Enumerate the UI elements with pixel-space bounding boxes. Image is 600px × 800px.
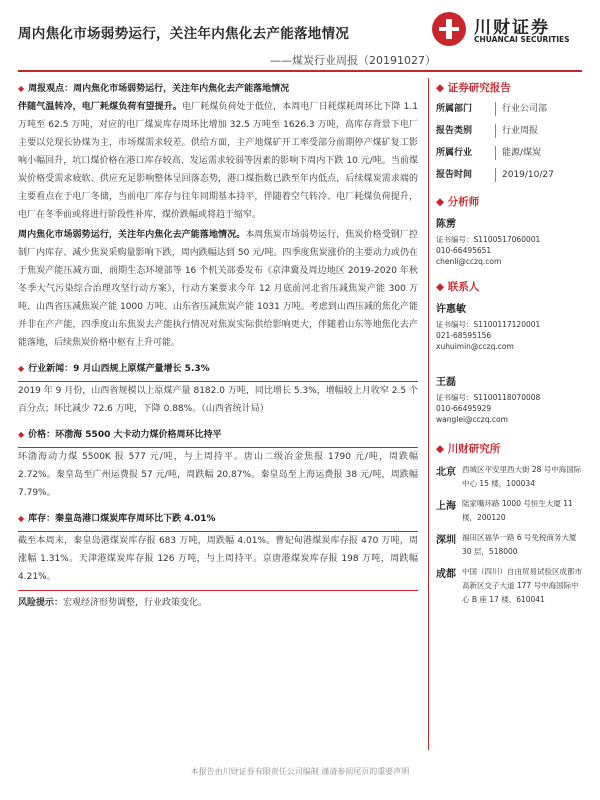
contact-email[interactable]: wanglei@cczq.com xyxy=(436,415,508,424)
contact-name: 许惠敏 xyxy=(436,304,466,315)
contact-phone: 021-68595156 xyxy=(436,331,492,340)
office-address: 深圳 福田区福华一路 6 号免税商务大厦 30 层，518000 xyxy=(436,533,577,556)
price-paragraph: 环渤海动力煤 5500K 报 577 元/吨，与上周持平。唐山二级冶金焦报 1790 元/吨，周跌幅 2.72%。秦皇岛至广州运费报 57 元/吨，周跌幅 20.87%。秦皇岛至上海运费报 38 元/吨，周跌幅 7.79%。 xyxy=(18,452,418,498)
p1-body: 电厂耗煤负荷处于低位，本周电厂日耗煤耗周环比下降 1.1 万吨至 62.5 万吨，对应的电厂煤炭库存周环比增加 32.5 万吨至 1626.3 万吨，高库存背景下电厂主要以兑现长协煤为主，市场煤需求较差。供给方面，主产地煤矿开工率受部分前期停产煤矿复工影响小幅回升，坑口煤价格在港口库存较高、发运需求较弱等因素的影响下周内下跌 10 元/吨。当前煤炭价格受需求疲软、供应充足影响整体呈回落态势，港口煤指数已跌至年内低点，后续煤炭需求端的主要看点在于电厂冬储，当前电厂库存与往年同期基本持平，伴随着空气转冷、电厂耗煤负荷提升，电厂在冬季前或将进行阶段性补库，煤价跌幅或将趋于缩窄。 xyxy=(18,102,418,220)
analyst-heading: ◆ 分析师 xyxy=(436,196,480,208)
diamond-bullet-icon: ◆ xyxy=(18,430,25,439)
office-address: 北京 西城区平安里西大街 28 号中海国际中心 15 楼，100034 xyxy=(436,465,582,488)
analyst-name: 陈雳 xyxy=(436,219,456,230)
diamond-bullet-icon: ◆ xyxy=(436,196,448,208)
diamond-bullet-icon: ◆ xyxy=(436,82,448,94)
logo-brand-en: CHUANCAI SECURITIES xyxy=(474,35,570,44)
header-divider xyxy=(18,70,582,72)
sidebar xyxy=(436,80,586,607)
report-subtitle: ——煤炭行业周报（20191027） xyxy=(270,54,436,67)
office-address: 上海 陆家嘴环路 1000 号恒生大厦 11 楼，200120 xyxy=(436,499,573,522)
price-heading: ◆ 价格：环渤海 5500 大卡动力煤价格周环比持平 xyxy=(18,426,418,448)
diamond-bullet-icon: ◆ xyxy=(18,84,25,93)
logo-mark-icon xyxy=(432,12,466,46)
info-row: 报告时间 2019/10/27 xyxy=(436,170,554,180)
contact-cert: 证书编号：S1100117120001 xyxy=(436,320,541,329)
p2-body: 本周焦炭市场弱势运行，焦炭价格受钢厂控制厂内库存、减少焦炭采购量影响下跌，周内跌幅达到 50 元/吨。四季度焦炭涨价的主要动力或仍在于焦炭产能压减方面，前期生态环境部等 16 个机关部委发布《京津冀及周边地区 2019-2020 年秋冬季大气污染综合治理攻坚行动方案》，行动方案要求今年 12 月底前河北省压减焦炭产能 300 万吨、山西省压减焦炭产能 1000 万吨、山东省压减焦炭产能 1031 万吨。考虑到山西压减的焦化产能并非在产产能，四季度山东焦炭去产能执行情况对焦炭实际供给影响更大，伴随着山东等地焦化去产能落地，后续焦炭价格中枢有上升可能。 xyxy=(18,230,418,348)
risk-notice xyxy=(18,590,418,612)
contact-heading: ◆ 联系人 xyxy=(436,281,480,293)
contact-cert: 证书编号：S1100118070008 xyxy=(436,393,541,402)
analyst-phone: 010-66495651 xyxy=(436,246,492,255)
diamond-bullet-icon: ◆ xyxy=(436,443,448,455)
viewpoint-heading: ◆ 周报观点：周内焦化市场弱势运行，关注年内焦化去产能落地情况 xyxy=(18,84,290,94)
research-heading: ◆ 证券研究报告 xyxy=(436,82,511,94)
viewpoint-paragraph-1 xyxy=(18,98,418,224)
contact-name: 王磊 xyxy=(436,377,456,388)
main-column xyxy=(18,80,418,612)
info-row: 所属行业 能源/煤炭 xyxy=(436,148,542,158)
diamond-bullet-icon: ◆ xyxy=(436,281,448,293)
diamond-bullet-icon: ◆ xyxy=(18,364,25,373)
office-address: 成都 中国（四川）自由贸易试验区成都市高新区交子大道 177 号中海国际中心 B 座 17 楼，610041 xyxy=(436,567,582,604)
p1-lead: 伴随气温转冷，电厂耗煤负荷有望提升。 xyxy=(18,102,183,112)
chuancai-logo xyxy=(432,12,582,46)
column-divider xyxy=(428,78,429,750)
office-heading: ◆ 川财研究所 xyxy=(436,443,501,455)
inventory-heading: ◆ 库存：秦皇岛港口煤炭库存周环比下跌 4.01% xyxy=(18,510,418,532)
risk-text: 宏观经济形势调整，行业政策变化。 xyxy=(63,598,208,608)
page-footer: 本报告由川财证券有限责任公司编制 谨请参阅尾页的重要声明 xyxy=(190,767,410,776)
p2-lead: 周内焦化市场弱势运行，关注年内焦化去产能落地情况。 xyxy=(18,230,246,240)
viewpoint-paragraph-2 xyxy=(18,226,418,352)
analyst-email[interactable]: chenli@cczq.com xyxy=(436,257,502,266)
analyst-cert: 证书编号：S1100517060001 xyxy=(436,235,541,244)
inventory-paragraph: 截至本周末，秦皇岛港煤炭库存报 683 万吨，周跌幅 4.01%。曹妃甸港煤炭库存报 470 万吨，周涨幅 1.31%。天津港煤炭库存报 126 万吨，与上周持平。京唐港煤炭库存报 198 万吨，周跌幅 4.21%。 xyxy=(18,536,418,582)
risk-label: 风险提示： xyxy=(18,598,64,608)
logo-brand-cn: 川财证券 xyxy=(474,18,550,38)
contact-phone: 010-66495929 xyxy=(436,404,492,413)
report-title: 周内焦化市场弱势运行，关注年内焦化去产能落地情况 xyxy=(18,26,350,42)
industry-heading: ◆ 行业新闻：9 月山西规上原煤产量增长 5.3% xyxy=(18,360,418,382)
diamond-bullet-icon: ◆ xyxy=(18,514,25,523)
contact-email[interactable]: xuhuimin@cczq.com xyxy=(436,342,514,351)
info-row: 报告类别 行业周报 xyxy=(436,126,539,136)
info-row: 所属部门 行业公司部 xyxy=(436,104,548,114)
industry-paragraph: 2019 年 9 月份，山西省规模以上原煤产量 8182.0 万吨，同比增长 5.3%，增幅较上月收窄 2.5 个百分点；环比减少 72.6 万吨，下降 0.88%。（山西省统计局） xyxy=(18,386,418,414)
